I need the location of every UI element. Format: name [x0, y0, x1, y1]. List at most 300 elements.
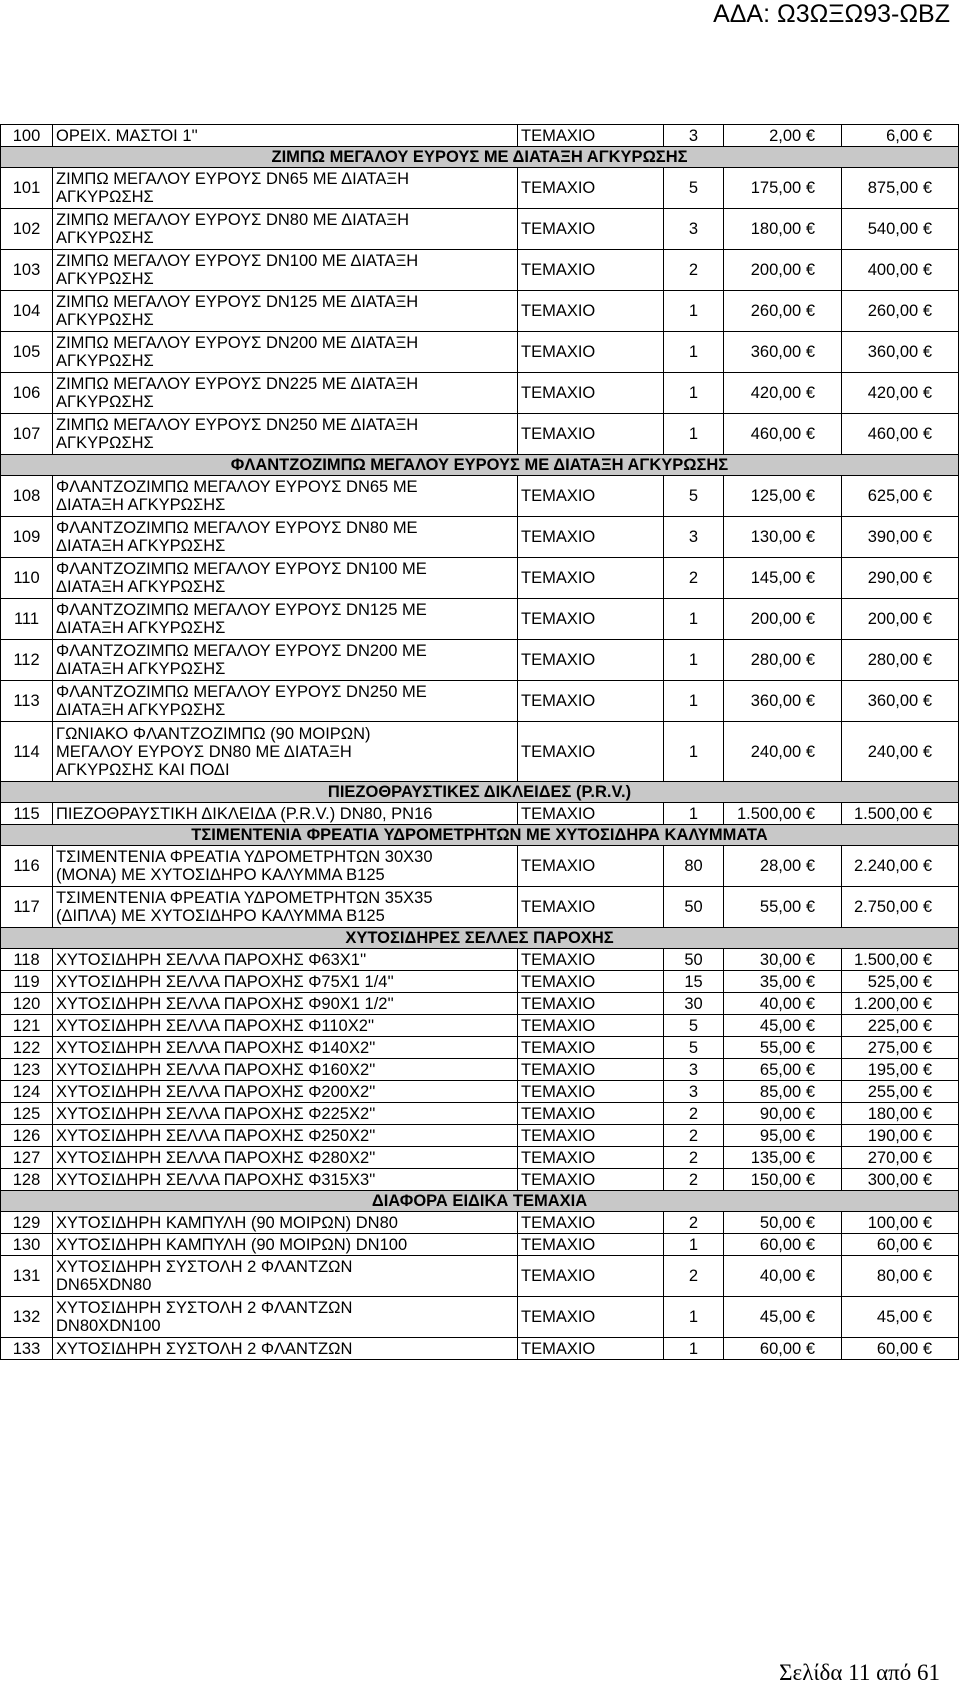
euro-sign: €	[805, 692, 815, 710]
euro-sign: €	[922, 1308, 932, 1326]
euro-sign: €	[805, 1308, 815, 1326]
table-row	[1, 1234, 959, 1256]
euro-sign: €	[922, 1235, 932, 1254]
item-description	[53, 1169, 518, 1191]
description-line: ΔΙΑΤΑΞΗ ΑΓΚΥΡΩΣΗΣ	[56, 537, 226, 555]
item-quantity: 3	[664, 1059, 724, 1081]
item-number: 130	[1, 1234, 53, 1256]
euro-sign: €	[922, 857, 932, 875]
item-quantity: 1	[664, 373, 724, 414]
item-description	[53, 1338, 518, 1360]
table-row	[1, 1059, 959, 1081]
euro-sign: €	[805, 343, 815, 361]
description-line: ΧΥΤΟΣΙΔΗΡΗ ΣΕΛΛΑ ΠΑΡΟΧΗΣ Φ160Χ2''	[56, 1060, 376, 1079]
item-number: 110	[1, 558, 53, 599]
table-row	[1, 1297, 959, 1338]
item-unit: ΤΕΜΑΧΙΟ	[518, 803, 664, 825]
unit-price-value: 360,00	[750, 343, 802, 361]
item-description	[53, 332, 518, 373]
item-description	[53, 1037, 518, 1059]
description-line: ΧΥΤΟΣΙΔΗΡΗ ΣΕΛΛΑ ΠΑΡΟΧΗΣ Φ250Χ2''	[56, 1126, 376, 1145]
euro-sign: €	[805, 528, 815, 546]
item-quantity: 1	[664, 291, 724, 332]
line-total	[842, 1103, 959, 1125]
table-row	[1, 209, 959, 250]
description-line: ΔΙΑΤΑΞΗ ΑΓΚΥΡΩΣΗΣ	[56, 701, 226, 719]
section-title: ΔΙΑΦΟΡΑ ΕΙΔΙΚΑ ΤΕΜΑΧΙΑ	[1, 1191, 959, 1212]
item-unit: ΤΕΜΑΧΙΟ	[518, 1338, 664, 1360]
table-row	[1, 291, 959, 332]
item-unit: ΤΕΜΑΧΙΟ	[518, 1212, 664, 1234]
unit-price-value: 1.500,00	[736, 804, 802, 823]
euro-sign: €	[805, 651, 815, 669]
euro-sign: €	[922, 1038, 932, 1057]
item-unit: ΤΕΜΑΧΙΟ	[518, 640, 664, 681]
unit-price	[724, 993, 842, 1015]
line-total-value: 420,00	[867, 384, 919, 402]
item-quantity: 1	[664, 803, 724, 825]
table-row	[1, 599, 959, 640]
line-total	[842, 887, 959, 928]
unit-price-value: 175,00	[750, 179, 802, 197]
unit-price-value: 200,00	[750, 261, 802, 279]
section-title: ΖΙΜΠΩ ΜΕΓΑΛΟΥ ΕΥΡΟΥΣ ΜΕ ΔΙΑΤΑΞΗ ΑΓΚΥΡΩΣΗΣ	[1, 147, 959, 168]
line-total	[842, 168, 959, 209]
euro-sign: €	[922, 692, 932, 710]
euro-sign: €	[805, 425, 815, 443]
line-total-value: 180,00	[867, 1104, 919, 1123]
item-description	[53, 846, 518, 887]
unit-price	[724, 168, 842, 209]
item-quantity: 2	[664, 250, 724, 291]
item-quantity: 1	[664, 414, 724, 455]
section-title: ΠΙΕΖΟΘΡΑΥΣΤΙΚΕΣ ΔΙΚΛΕΙΔΕΣ (P.R.V.)	[1, 782, 959, 803]
item-quantity: 2	[664, 1103, 724, 1125]
euro-sign: €	[805, 1267, 815, 1285]
section-header-row	[1, 825, 959, 846]
unit-price-value: 40,00	[759, 994, 802, 1013]
euro-sign: €	[805, 1148, 815, 1167]
line-total	[842, 250, 959, 291]
item-description	[53, 209, 518, 250]
unit-price-value: 95,00	[759, 1126, 802, 1145]
unit-price-value: 40,00	[759, 1267, 802, 1285]
item-number: 105	[1, 332, 53, 373]
line-total	[842, 640, 959, 681]
description-line: (ΜΟΝΑ) ΜΕ ΧΥΤΟΣΙΔΗΡΟ ΚΑΛΥΜΜΑ Β125	[56, 866, 385, 884]
euro-sign: €	[805, 1213, 815, 1232]
item-unit: ΤΕΜΑΧΙΟ	[518, 1059, 664, 1081]
item-quantity: 2	[664, 558, 724, 599]
line-total-value: 195,00	[867, 1060, 919, 1079]
line-total-value: 240,00	[867, 742, 919, 761]
euro-sign: €	[805, 1038, 815, 1057]
line-total-value: 60,00	[876, 1235, 919, 1254]
euro-sign: €	[922, 220, 932, 238]
section-title: ΦΛΑΝΤΖΟΖΙΜΠΩ ΜΕΓΑΛΟΥ ΕΥΡΟΥΣ ΜΕ ΔΙΑΤΑΞΗ ΑΓΚΥΡΩΣΗΣ	[1, 455, 959, 476]
item-description	[53, 640, 518, 681]
line-total	[842, 1256, 959, 1297]
euro-sign: €	[805, 898, 815, 916]
table-row	[1, 1081, 959, 1103]
euro-sign: €	[922, 804, 932, 823]
euro-sign: €	[922, 302, 932, 320]
item-number: 100	[1, 125, 53, 147]
unit-price	[724, 1125, 842, 1147]
table-row	[1, 1169, 959, 1191]
item-number: 131	[1, 1256, 53, 1297]
item-number: 126	[1, 1125, 53, 1147]
line-total-value: 540,00	[867, 220, 919, 238]
line-total	[842, 373, 959, 414]
unit-price-value: 60,00	[759, 1235, 802, 1254]
unit-price	[724, 517, 842, 558]
item-description	[53, 1297, 518, 1338]
euro-sign: €	[922, 261, 932, 279]
unit-price	[724, 1081, 842, 1103]
price-table	[0, 124, 959, 1360]
item-quantity: 50	[664, 949, 724, 971]
line-total	[842, 291, 959, 332]
description-line: ΧΥΤΟΣΙΔΗΡΗ ΣΕΛΛΑ ΠΑΡΟΧΗΣ Φ315Χ3''	[56, 1170, 376, 1189]
item-quantity: 2	[664, 1169, 724, 1191]
line-total	[842, 803, 959, 825]
item-description	[53, 1147, 518, 1169]
item-unit: ΤΕΜΑΧΙΟ	[518, 1125, 664, 1147]
euro-sign: €	[805, 302, 815, 320]
table-row	[1, 517, 959, 558]
item-description	[53, 414, 518, 455]
line-total-value: 45,00	[876, 1308, 919, 1326]
euro-sign: €	[805, 742, 815, 761]
euro-sign: €	[922, 487, 932, 505]
section-title: ΧΥΤΟΣΙΔΗΡΕΣ ΣΕΛΛΕΣ ΠΑΡΟΧΗΣ	[1, 928, 959, 949]
line-total-value: 525,00	[867, 972, 919, 991]
euro-sign: €	[805, 179, 815, 197]
line-total-value: 400,00	[867, 261, 919, 279]
euro-sign: €	[922, 610, 932, 628]
item-number: 116	[1, 846, 53, 887]
description-line: ΠΙΕΖΟΘΡΑΥΣΤΙΚΗ ΔΙΚΛΕΙΔΑ (P.R.V.) DN80, PN16	[56, 804, 433, 823]
description-line: ΑΓΚΥΡΩΣΗΣ	[56, 352, 154, 370]
description-line: ΖΙΜΠΩ ΜΕΓΑΛΟΥ ΕΥΡΟΥΣ DN80 ΜΕ ΔΙΑΤΑΞΗ	[56, 211, 410, 229]
description-line: ΧΥΤΟΣΙΔΗΡΗ ΚΑΜΠΥΛΗ (90 ΜΟΙΡΩΝ) DN100	[56, 1235, 408, 1254]
unit-price-value: 30,00	[759, 950, 802, 969]
description-line: ΦΛΑΝΤΖΟΖΙΜΠΩ ΜΕΓΑΛΟΥ ΕΥΡΟΥΣ DN200 ΜΕ	[56, 642, 427, 660]
item-description	[53, 1256, 518, 1297]
line-total-value: 100,00	[867, 1213, 919, 1232]
description-line: ΖΙΜΠΩ ΜΕΓΑΛΟΥ ΕΥΡΟΥΣ DN125 ΜΕ ΔΙΑΤΑΞΗ	[56, 293, 419, 311]
item-number: 111	[1, 599, 53, 640]
description-line: ΧΥΤΟΣΙΔΗΡΗ ΣΕΛΛΑ ΠΑΡΟΧΗΣ Φ63Χ1''	[56, 950, 367, 969]
unit-price-value: 130,00	[750, 528, 802, 546]
table-row	[1, 846, 959, 887]
unit-price-value: 200,00	[750, 610, 802, 628]
table-row	[1, 250, 959, 291]
description-line: ΧΥΤΟΣΙΔΗΡΗ ΚΑΜΠΥΛΗ (90 ΜΟΙΡΩΝ) DN80	[56, 1213, 398, 1232]
item-number: 106	[1, 373, 53, 414]
item-quantity: 2	[664, 1212, 724, 1234]
line-total-value: 1.500,00	[853, 950, 919, 969]
item-description	[53, 168, 518, 209]
item-unit: ΤΕΜΑΧΙΟ	[518, 993, 664, 1015]
item-description	[53, 125, 518, 147]
description-line: ΟΡΕΙΧ. ΜΑΣΤΟΙ 1''	[56, 126, 198, 145]
euro-sign: €	[805, 610, 815, 628]
euro-sign: €	[805, 126, 815, 145]
item-unit: ΤΕΜΑΧΙΟ	[518, 1103, 664, 1125]
item-quantity: 5	[664, 1037, 724, 1059]
unit-price	[724, 373, 842, 414]
line-total	[842, 1015, 959, 1037]
item-description	[53, 517, 518, 558]
item-number: 133	[1, 1338, 53, 1360]
unit-price-value: 260,00	[750, 302, 802, 320]
euro-sign: €	[922, 1267, 932, 1285]
unit-price	[724, 125, 842, 147]
item-unit: ΤΕΜΑΧΙΟ	[518, 291, 664, 332]
item-unit: ΤΕΜΑΧΙΟ	[518, 887, 664, 928]
item-quantity: 2	[664, 1147, 724, 1169]
item-unit: ΤΕΜΑΧΙΟ	[518, 1256, 664, 1297]
unit-price	[724, 1297, 842, 1338]
unit-price	[724, 640, 842, 681]
ada-code: ΑΔΑ: Ω3ΩΞΩ93-ΩΒΖ	[713, 0, 950, 28]
line-total-value: 290,00	[867, 569, 919, 587]
line-total	[842, 1212, 959, 1234]
description-line: ΧΥΤΟΣΙΔΗΡΗ ΣΕΛΛΑ ΠΑΡΟΧΗΣ Φ90Χ1 1/2''	[56, 994, 394, 1013]
item-number: 125	[1, 1103, 53, 1125]
euro-sign: €	[922, 343, 932, 361]
line-total-value: 300,00	[867, 1170, 919, 1189]
item-number: 123	[1, 1059, 53, 1081]
item-quantity: 3	[664, 517, 724, 558]
line-total-value: 625,00	[867, 487, 919, 505]
item-number: 108	[1, 476, 53, 517]
description-line: DN80XDN100	[56, 1317, 161, 1335]
line-total	[842, 1297, 959, 1338]
unit-price-value: 150,00	[750, 1170, 802, 1189]
item-unit: ΤΕΜΑΧΙΟ	[518, 1037, 664, 1059]
item-unit: ΤΕΜΑΧΙΟ	[518, 373, 664, 414]
description-line: ΧΥΤΟΣΙΔΗΡΗ ΣΕΛΛΑ ΠΑΡΟΧΗΣ Φ75Χ1 1/4''	[56, 972, 394, 991]
section-title: ΤΣΙΜΕΝΤΕΝΙΑ ΦΡΕΑΤΙΑ ΥΔΡΟΜΕΤΡΗΤΩΝ ΜΕ ΧΥΤΟΣΙΔΗΡΑ ΚΑΛΥΜΜΑΤΑ	[1, 825, 959, 846]
item-quantity: 1	[664, 681, 724, 722]
item-number: 129	[1, 1212, 53, 1234]
description-line: ΑΓΚΥΡΩΣΗΣ	[56, 393, 154, 411]
unit-price	[724, 1103, 842, 1125]
item-description	[53, 1103, 518, 1125]
description-line: ΧΥΤΟΣΙΔΗΡΗ ΣΥΣΤΟΛΗ 2 ΦΛΑΝΤΖΩΝ	[56, 1339, 353, 1358]
item-quantity: 3	[664, 209, 724, 250]
description-line: ΖΙΜΠΩ ΜΕΓΑΛΟΥ ΕΥΡΟΥΣ DN250 ΜΕ ΔΙΑΤΑΞΗ	[56, 416, 419, 434]
description-line: ΔΙΑΤΑΞΗ ΑΓΚΥΡΩΣΗΣ	[56, 619, 226, 637]
table-row	[1, 640, 959, 681]
unit-price-value: 85,00	[759, 1082, 802, 1101]
item-number: 113	[1, 681, 53, 722]
euro-sign: €	[922, 1213, 932, 1232]
euro-sign: €	[922, 126, 932, 145]
unit-price	[724, 1147, 842, 1169]
item-unit: ΤΕΜΑΧΙΟ	[518, 332, 664, 373]
unit-price-value: 65,00	[759, 1060, 802, 1079]
item-description	[53, 599, 518, 640]
description-line: ΤΣΙΜΕΝΤΕΝΙΑ ΦΡΕΑΤΙΑ ΥΔΡΟΜΕΤΡΗΤΩΝ 35Χ35	[56, 889, 433, 907]
item-quantity: 3	[664, 125, 724, 147]
line-total	[842, 1234, 959, 1256]
table-row	[1, 993, 959, 1015]
line-total	[842, 846, 959, 887]
euro-sign: €	[922, 1082, 932, 1101]
page-number: Σελίδα 11 από 61	[779, 1660, 940, 1685]
euro-sign: €	[922, 1060, 932, 1079]
euro-sign: €	[922, 651, 932, 669]
item-number: 109	[1, 517, 53, 558]
item-quantity: 1	[664, 722, 724, 782]
line-total-value: 255,00	[867, 1082, 919, 1101]
unit-price	[724, 291, 842, 332]
line-total-value: 1.200,00	[853, 994, 919, 1013]
description-line: ΤΣΙΜΕΝΤΕΝΙΑ ΦΡΕΑΤΙΑ ΥΔΡΟΜΕΤΡΗΤΩΝ 30Χ30	[56, 848, 433, 866]
item-unit: ΤΕΜΑΧΙΟ	[518, 1081, 664, 1103]
item-number: 117	[1, 887, 53, 928]
item-description	[53, 291, 518, 332]
euro-sign: €	[922, 994, 932, 1013]
table-row	[1, 803, 959, 825]
description-line: ΦΛΑΝΤΖΟΖΙΜΠΩ ΜΕΓΑΛΟΥ ΕΥΡΟΥΣ DN125 ΜΕ	[56, 601, 427, 619]
description-line: ΑΓΚΥΡΩΣΗΣ ΚΑΙ ΠΟΔΙ	[56, 760, 230, 779]
line-total	[842, 332, 959, 373]
unit-price-value: 240,00	[750, 742, 802, 761]
table-row	[1, 414, 959, 455]
euro-sign: €	[922, 425, 932, 443]
euro-sign: €	[922, 384, 932, 402]
euro-sign: €	[922, 898, 932, 916]
line-total-value: 2.750,00	[853, 898, 919, 916]
item-quantity: 2	[664, 1256, 724, 1297]
line-total	[842, 476, 959, 517]
line-total	[842, 1147, 959, 1169]
line-total-value: 60,00	[876, 1339, 919, 1358]
item-quantity: 30	[664, 993, 724, 1015]
unit-price	[724, 476, 842, 517]
euro-sign: €	[805, 261, 815, 279]
line-total-value: 80,00	[876, 1267, 919, 1285]
item-description	[53, 803, 518, 825]
item-quantity: 50	[664, 887, 724, 928]
unit-price	[724, 949, 842, 971]
item-number: 118	[1, 949, 53, 971]
line-total-value: 260,00	[867, 302, 919, 320]
line-total-value: 280,00	[867, 651, 919, 669]
item-number: 128	[1, 1169, 53, 1191]
item-number: 132	[1, 1297, 53, 1338]
item-unit: ΤΕΜΑΧΙΟ	[518, 558, 664, 599]
unit-price-value: 45,00	[759, 1308, 802, 1326]
unit-price-value: 135,00	[750, 1148, 802, 1167]
line-total-value: 200,00	[867, 610, 919, 628]
line-total	[842, 209, 959, 250]
item-description	[53, 250, 518, 291]
item-description	[53, 1234, 518, 1256]
euro-sign: €	[805, 857, 815, 875]
euro-sign: €	[922, 972, 932, 991]
euro-sign: €	[922, 1104, 932, 1123]
table-row	[1, 1125, 959, 1147]
table-row	[1, 949, 959, 971]
euro-sign: €	[922, 179, 932, 197]
description-line: ΑΓΚΥΡΩΣΗΣ	[56, 188, 154, 206]
description-line: ΧΥΤΟΣΙΔΗΡΗ ΣΥΣΤΟΛΗ 2 ΦΛΑΝΤΖΩΝ	[56, 1299, 353, 1317]
item-unit: ΤΕΜΑΧΙΟ	[518, 476, 664, 517]
item-description	[53, 971, 518, 993]
description-line: ΖΙΜΠΩ ΜΕΓΑΛΟΥ ΕΥΡΟΥΣ DN225 ΜΕ ΔΙΑΤΑΞΗ	[56, 375, 419, 393]
line-total-value: 270,00	[867, 1148, 919, 1167]
table-row	[1, 373, 959, 414]
line-total	[842, 993, 959, 1015]
line-total	[842, 517, 959, 558]
euro-sign: €	[805, 1235, 815, 1254]
euro-sign: €	[805, 1126, 815, 1145]
unit-price	[724, 803, 842, 825]
line-total	[842, 599, 959, 640]
section-header-row	[1, 147, 959, 168]
unit-price-value: 460,00	[750, 425, 802, 443]
item-quantity: 1	[664, 1234, 724, 1256]
item-description	[53, 1015, 518, 1037]
item-description	[53, 887, 518, 928]
unit-price	[724, 681, 842, 722]
line-total	[842, 681, 959, 722]
description-line: ΖΙΜΠΩ ΜΕΓΑΛΟΥ ΕΥΡΟΥΣ DN200 ΜΕ ΔΙΑΤΑΞΗ	[56, 334, 419, 352]
item-number: 119	[1, 971, 53, 993]
item-description	[53, 1125, 518, 1147]
line-total	[842, 558, 959, 599]
item-unit: ΤΕΜΑΧΙΟ	[518, 971, 664, 993]
table-row	[1, 1103, 959, 1125]
description-line: ΜΕΓΑΛΟΥ ΕΥΡΟΥΣ DN80 ΜΕ ΔΙΑΤΑΞΗ	[56, 742, 352, 761]
item-unit: ΤΕΜΑΧΙΟ	[518, 1169, 664, 1191]
item-quantity: 5	[664, 168, 724, 209]
euro-sign: €	[805, 1082, 815, 1101]
item-quantity: 1	[664, 1297, 724, 1338]
unit-price	[724, 1059, 842, 1081]
item-unit: ΤΕΜΑΧΙΟ	[518, 125, 664, 147]
euro-sign: €	[922, 1170, 932, 1189]
table-row	[1, 1015, 959, 1037]
euro-sign: €	[805, 1104, 815, 1123]
table-row	[1, 558, 959, 599]
item-unit: ΤΕΜΑΧΙΟ	[518, 599, 664, 640]
item-number: 107	[1, 414, 53, 455]
item-number: 121	[1, 1015, 53, 1037]
unit-price	[724, 1212, 842, 1234]
line-total-value: 225,00	[867, 1016, 919, 1035]
section-header-row	[1, 928, 959, 949]
line-total-value: 390,00	[867, 528, 919, 546]
line-total	[842, 722, 959, 782]
table-row	[1, 681, 959, 722]
unit-price-value: 35,00	[759, 972, 802, 991]
description-line: (ΔΙΠΛΑ) ΜΕ ΧΥΤΟΣΙΔΗΡΟ ΚΑΛΥΜΜΑ Β125	[56, 907, 385, 925]
description-line: ΔΙΑΤΑΞΗ ΑΓΚΥΡΩΣΗΣ	[56, 578, 226, 596]
euro-sign: €	[805, 384, 815, 402]
euro-sign: €	[922, 569, 932, 587]
unit-price	[724, 887, 842, 928]
unit-price-value: 360,00	[750, 692, 802, 710]
unit-price-value: 420,00	[750, 384, 802, 402]
description-line: ΧΥΤΟΣΙΔΗΡΗ ΣΕΛΛΑ ΠΑΡΟΧΗΣ Φ110Χ2''	[56, 1016, 375, 1035]
